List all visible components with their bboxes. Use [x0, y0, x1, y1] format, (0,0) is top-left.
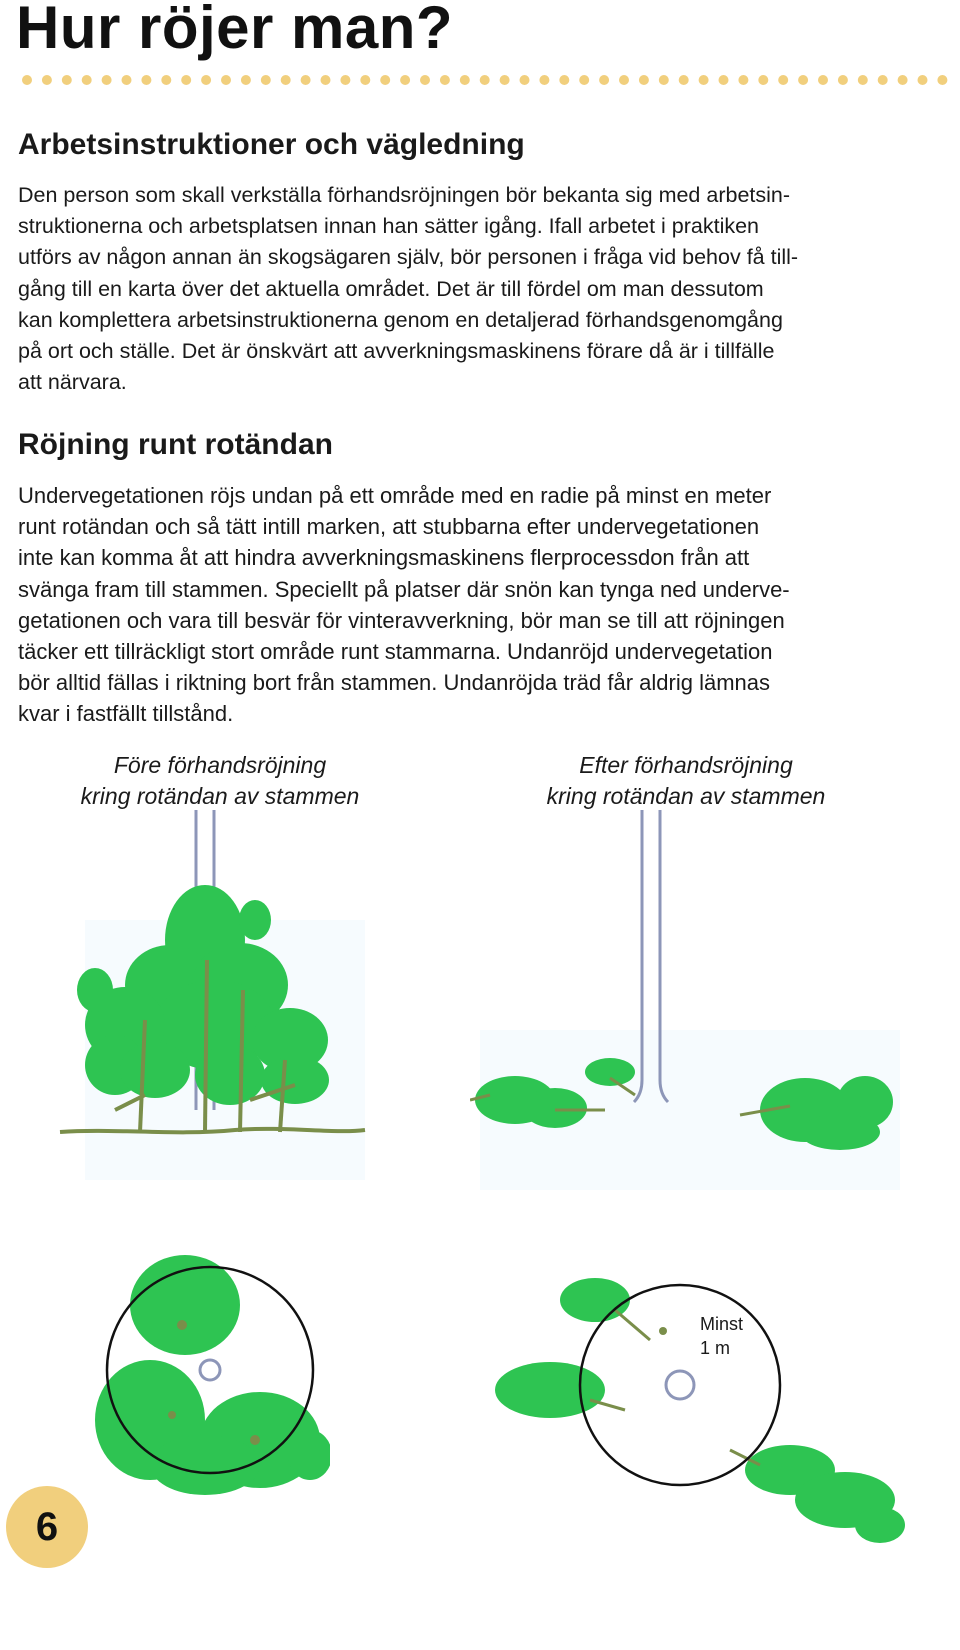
clearing-radius-circle — [580, 1285, 780, 1485]
caption-line: kring rotändan av stammen — [80, 783, 360, 809]
dotted-divider — [22, 73, 952, 87]
divider-dot — [181, 75, 191, 85]
illustration-before-side-view — [55, 810, 375, 1190]
divider-dot — [122, 75, 132, 85]
divider-dot — [719, 75, 729, 85]
text-line: getationen och vara till besvär för vinteravverkning, bör man se till att röjningen — [18, 607, 785, 633]
text-line: inte kan komma åt att hindra avverkningsmaskinens flerprocessdon från att — [18, 545, 750, 571]
divider-dot — [858, 75, 868, 85]
text-line: runt rotändan och så tätt intill marken, att stubbarna efter undervegetationen — [18, 514, 760, 540]
divider-dot — [758, 75, 768, 85]
divider-dot — [559, 75, 569, 85]
divider-dot — [22, 75, 32, 85]
section-heading-instructions: Arbetsinstruktioner och vägledning — [18, 128, 525, 161]
illustration-after-side-view — [470, 810, 910, 1190]
page-number-badge: 6 — [6, 1486, 88, 1568]
divider-dot — [42, 75, 52, 85]
section-heading-root-clearing: Röjning runt rotändan — [18, 428, 333, 461]
stem-cross-section — [666, 1371, 694, 1399]
divider-dot — [818, 75, 828, 85]
divider-dot — [102, 75, 112, 85]
divider-dot — [778, 75, 788, 85]
divider-dot — [798, 75, 808, 85]
divider-dot — [539, 75, 549, 85]
divider-dot — [659, 75, 669, 85]
caption-before — [30, 750, 410, 812]
undergrowth-crowns — [95, 1255, 330, 1495]
divider-dot — [400, 75, 410, 85]
divider-dot — [241, 75, 251, 85]
divider-dot — [161, 75, 171, 85]
text-line: kvar i fastfällt tillstånd. — [18, 701, 234, 727]
text-line: att närvara. — [18, 370, 127, 395]
divider-dot — [619, 75, 629, 85]
divider-dot — [878, 75, 888, 85]
divider-dot — [281, 75, 291, 85]
divider-dot — [141, 75, 151, 85]
text-line: kan komplettera arbetsinstruktionerna genom en detaljerad förhandsgenomgång — [18, 307, 783, 332]
divider-dot — [738, 75, 748, 85]
divider-dot — [500, 75, 510, 85]
section-body-instructions — [18, 180, 942, 398]
text-line: Undervegetationen röjs undan på ett område med en radie på minst en meter — [18, 483, 772, 508]
divider-dot — [201, 75, 211, 85]
text-line: struktionerna och arbetsplatsen innan han sätter igång. Ifall arbetet i praktiken — [18, 214, 760, 239]
divider-dot — [221, 75, 231, 85]
divider-dot — [82, 75, 92, 85]
text-line: utförs av någon annan än skogsägaren själv, bör personen i fråga vid behov få till- — [18, 245, 799, 270]
stump-dot — [659, 1327, 667, 1335]
divider-dot — [639, 75, 649, 85]
divider-dot — [918, 75, 928, 85]
illustration-before-top-view — [90, 1250, 330, 1500]
radius-label-line1: Minst — [700, 1314, 744, 1334]
text-line: Den person som skall verkställa förhandsröjningen bör bekanta sig med arbetsin- — [18, 183, 791, 207]
caption-line: Före förhandsröjning — [113, 752, 327, 778]
divider-dot — [321, 75, 331, 85]
divider-dot — [261, 75, 271, 85]
radius-label-line2: 1 m — [700, 1338, 731, 1358]
divider-dot — [699, 75, 709, 85]
divider-dot — [301, 75, 311, 85]
caption-after — [496, 750, 876, 812]
divider-dot — [440, 75, 450, 85]
page-title: Hur röjer man? — [16, 0, 454, 61]
caption-line: kring rotändan av stammen — [546, 783, 826, 809]
divider-dot — [937, 75, 947, 85]
divider-dot — [599, 75, 609, 85]
divider-dot — [380, 75, 390, 85]
divider-dot — [480, 75, 490, 85]
divider-dot — [420, 75, 430, 85]
divider-dot — [340, 75, 350, 85]
text-line: bör alltid fällas i riktning bort från stammen. Undanröjda träd får aldrig lämnas — [18, 670, 771, 696]
text-line: svänga fram till stammen. Speciellt på platser där snön kan tynga ned underve- — [18, 576, 790, 602]
stem-cross-section — [200, 1360, 220, 1380]
section-body-root-clearing — [18, 480, 942, 730]
divider-dot — [62, 75, 72, 85]
text-line: gång till en karta över det aktuella området. Det är till fördel om man dessutom — [18, 276, 764, 301]
divider-dot — [838, 75, 848, 85]
text-line: täcker ett tillräckligt stort område runt stammarna. Undanröjd undervegetation — [18, 639, 773, 665]
divider-dot — [520, 75, 530, 85]
caption-line: Efter förhandsröjning — [579, 752, 793, 778]
divider-dot — [898, 75, 908, 85]
divider-dot — [360, 75, 370, 85]
divider-dot — [460, 75, 470, 85]
text-line: på ort och ställe. Det är önskvärt att avverkningsmaskinens förare då är i tillfälle — [18, 339, 775, 364]
illustration-after-top-view — [490, 1250, 910, 1560]
divider-dot — [579, 75, 589, 85]
divider-dot — [679, 75, 689, 85]
